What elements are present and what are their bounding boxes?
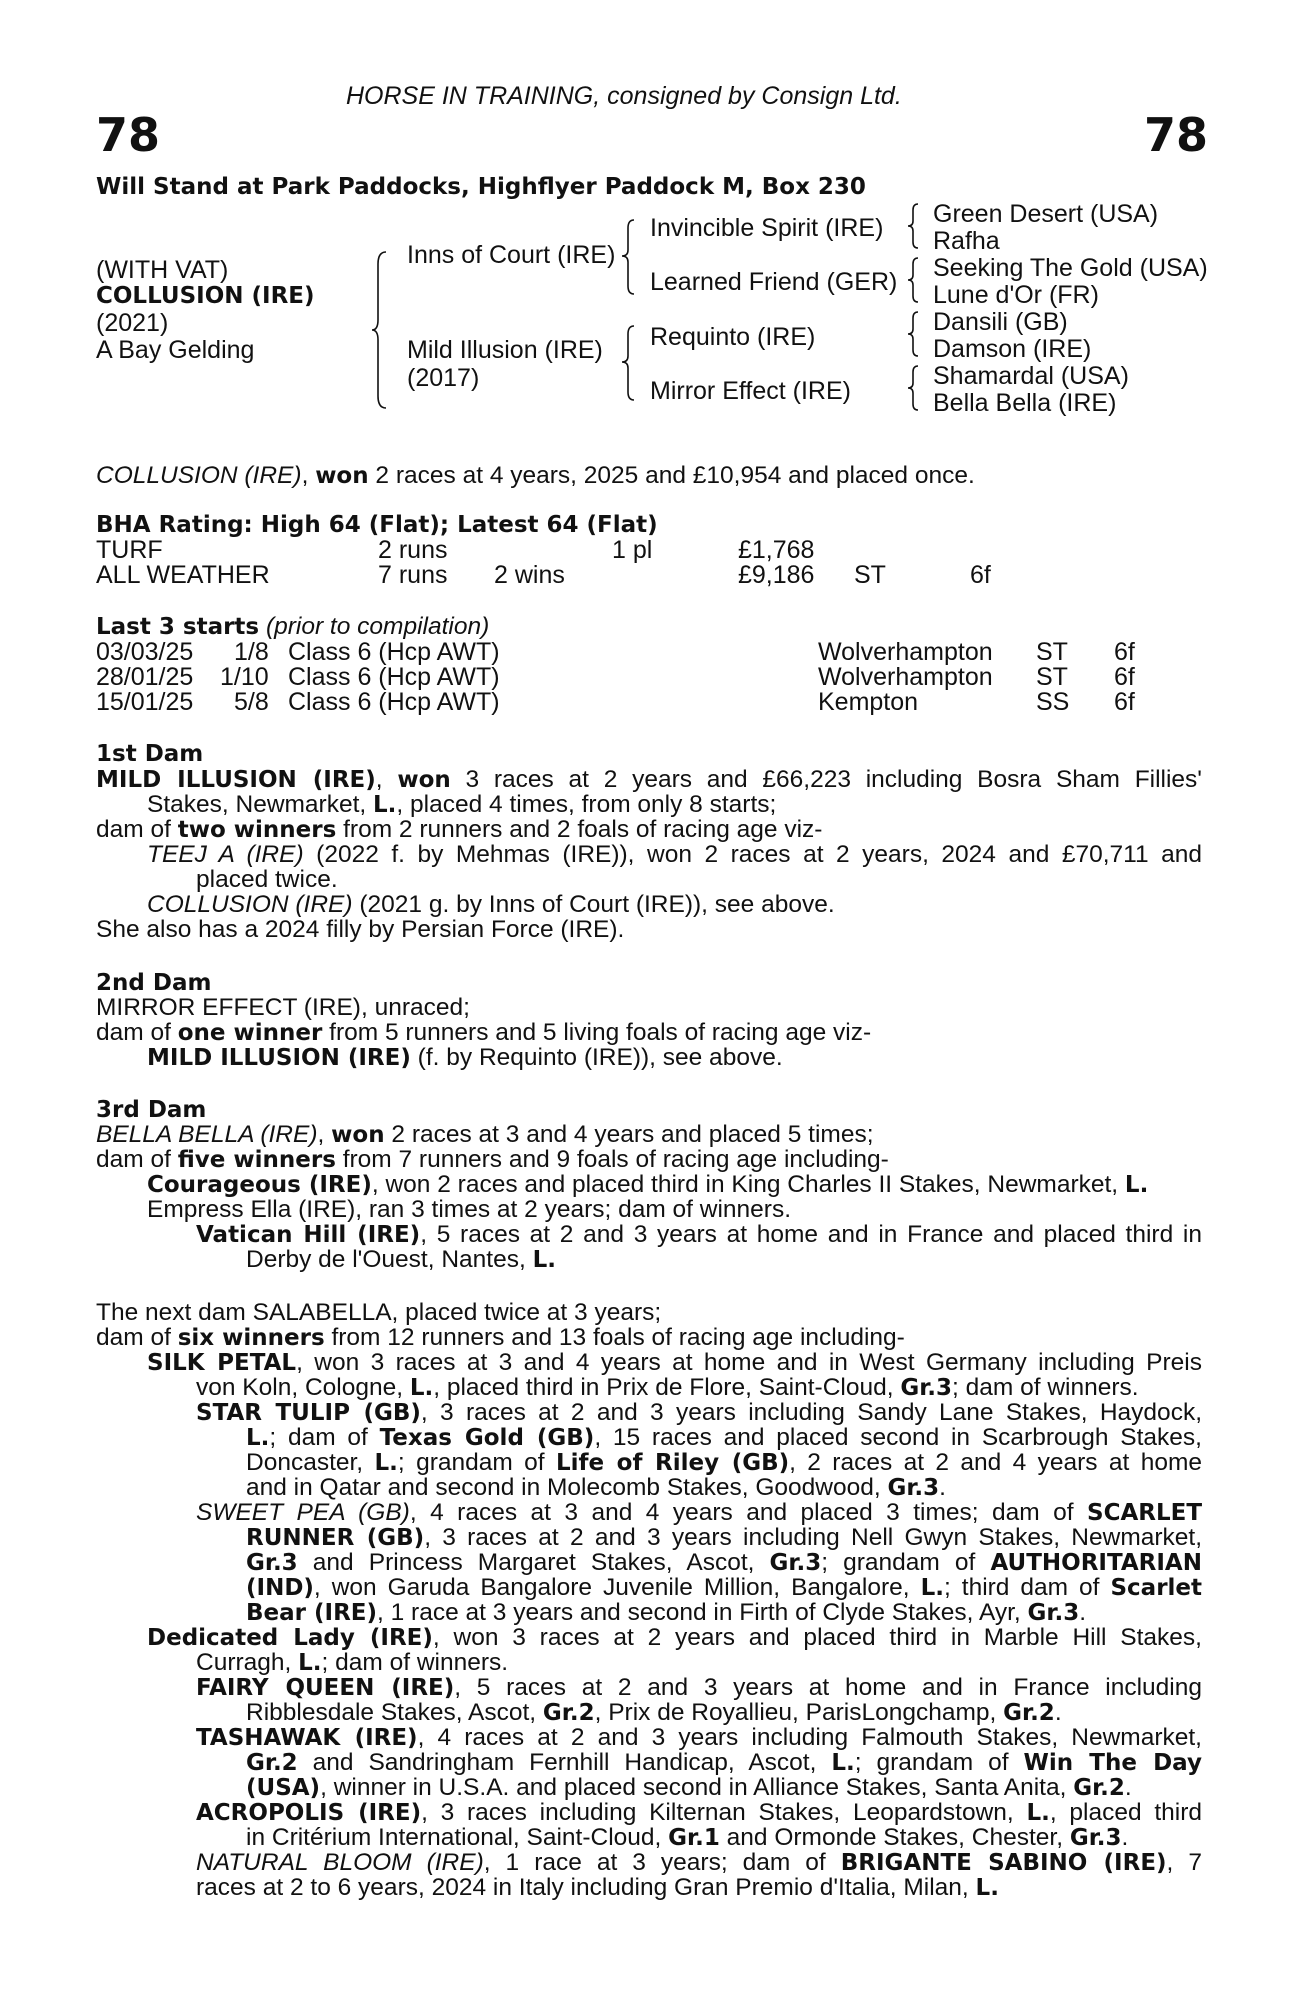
listed-mark: L.: [298, 1650, 322, 1676]
winners-count: two winners: [177, 817, 337, 843]
start-distance: 6f: [1114, 663, 1135, 691]
acropolis-line1: [196, 1800, 1202, 1826]
text: (2021 g. by Inns of Court (IRE)), see above.: [352, 891, 835, 918]
text: .: [1124, 1774, 1132, 1801]
pedigree-sdd: Lune d'Or (FR): [933, 281, 1099, 309]
progeny-name: Scarlet: [1110, 1575, 1203, 1601]
text: , placed third in Prix de Flore, Saint-Cloud,: [433, 1374, 901, 1401]
sweet-pea-line2: [246, 1525, 1202, 1551]
first-dam-heading: 1st Dam: [96, 741, 204, 767]
text: and Sandringham Fernhill Handicap, Ascot,: [297, 1749, 832, 1776]
star-tulip-line2: [246, 1425, 1202, 1451]
text: and in Qatar and second in Molecomb Stakes, Goodwood,: [246, 1474, 888, 1501]
progeny-name: NATURAL BLOOM (IRE): [196, 1849, 484, 1876]
winners-count: six winners: [177, 1325, 325, 1351]
pedigree-dam: Mild Illusion (IRE): [407, 336, 603, 364]
natural-bloom-line2: [196, 1875, 999, 1901]
start-class: Class 6 (Hcp AWT): [288, 638, 500, 666]
progeny-name: Life of Riley (GB): [555, 1450, 790, 1476]
text: and Ormonde Stakes, Chester,: [719, 1824, 1070, 1851]
first-dam-record: 3 races at 2 years and £66,223 including Bosra Sham Fillies': [450, 766, 1202, 793]
progeny-name: COLLUSION (IRE): [147, 891, 353, 918]
first-dam-line4: [147, 842, 1202, 867]
listed-mark: L.: [1026, 1800, 1050, 1826]
text: dam of: [96, 1146, 178, 1173]
group-mark: Gr.3: [1027, 1600, 1080, 1626]
listed-mark: L.: [246, 1425, 270, 1451]
progeny-name: RUNNER (GB): [246, 1525, 425, 1551]
pedigree-dds: Shamardal (USA): [933, 362, 1129, 390]
text: , 2 races at 2 and 4 years at home: [789, 1449, 1202, 1476]
group-mark: Gr.1: [668, 1825, 720, 1851]
second-dam-heading: 2nd Dam: [96, 970, 212, 996]
group-mark: Gr.2: [542, 1700, 595, 1726]
horse-name: COLLUSION (IRE): [96, 283, 315, 309]
text: , 7: [1166, 1849, 1202, 1876]
third-dam-line1: BELLA BELLA (IRE), won 2 races at 3 and 4 years and placed 5 times;: [96, 1121, 874, 1148]
progeny-name: Bear (IRE): [246, 1600, 378, 1626]
third-dam-line6: [246, 1247, 556, 1273]
group-mark: Gr.2: [1003, 1700, 1055, 1726]
rating-aw-wins: 2 wins: [494, 561, 565, 589]
next-dam-line2: [96, 1325, 905, 1351]
start-class: Class 6 (Hcp AWT): [288, 688, 500, 716]
text: ; dam of winners.: [952, 1374, 1139, 1401]
third-dam-heading: 3rd Dam: [96, 1097, 207, 1123]
star-tulip-line4: [246, 1475, 946, 1501]
text: , won 3 races at 2 years and placed third in Marble Hill Stakes,: [432, 1624, 1202, 1651]
start-course: Kempton: [818, 688, 919, 716]
text: , won 2 races and placed third in King Charles II Stakes, Newmarket,: [371, 1171, 1125, 1198]
text: .: [1054, 1699, 1062, 1726]
rating-turf-prize: £1,768: [738, 536, 815, 564]
progeny-name: ACROPOLIS (IRE): [196, 1800, 422, 1826]
second-dam-line2: [96, 1020, 871, 1046]
text: , won Garuda Bangalore Juvenile Million, Bangalore,: [313, 1574, 921, 1601]
pedigree-sire-dam: Learned Friend (GER): [650, 268, 898, 296]
sweet-pea-line4: [246, 1575, 1202, 1601]
text: Curragh,: [196, 1649, 299, 1676]
text: ; grandam of: [397, 1449, 556, 1476]
rating-turf-runs: 2 runs: [378, 536, 448, 564]
rating-aw-prize: £9,186: [738, 561, 815, 589]
text: , Prix de Royallieu, ParisLongchamp,: [594, 1699, 1004, 1726]
progeny-name: BRIGANTE SABINO (IRE): [840, 1850, 1167, 1876]
sweet-pea-line1: [196, 1500, 1202, 1526]
rating-turf-placed: 1 pl: [612, 536, 653, 564]
pedigree-dss: Dansili (GB): [933, 308, 1068, 336]
first-dam-line2: [147, 792, 776, 818]
summary-rest: 2 races at 4 years, 2025 and £10,954 and placed once.: [368, 462, 975, 489]
pedigree-dsd: Damson (IRE): [933, 335, 1092, 363]
text: ; dam of: [269, 1424, 380, 1451]
text: , 5 races at 2 and 3 years at home and in France including: [454, 1674, 1202, 1701]
third-dam-line2: [96, 1147, 889, 1173]
start-course: Wolverhampton: [818, 663, 993, 691]
winners-count: one winner: [177, 1020, 323, 1046]
start-going: SS: [1036, 688, 1070, 716]
page-header-title: HORSE IN TRAINING, consigned by Consign Ltd.: [346, 82, 902, 110]
dedicated-lady-line1: [147, 1625, 1202, 1651]
progeny-name: SCARLET: [1087, 1500, 1203, 1526]
pedigree-sds: Seeking The Gold (USA): [933, 254, 1208, 282]
text: ; dam of winners.: [321, 1649, 509, 1676]
progeny-name: TEEJ A (IRE): [147, 841, 304, 868]
text: , 1 race at 3 years and second in Firth of Clyde Stakes, Ayr,: [377, 1599, 1028, 1626]
progeny-name: SWEET PEA (GB): [196, 1499, 410, 1526]
text: dam of: [96, 1019, 178, 1046]
start-going: ST: [1036, 638, 1068, 666]
text: and Princess Margaret Stakes, Ascot,: [297, 1549, 770, 1576]
text: , placed 4 times, from only 8 starts;: [396, 791, 777, 818]
star-tulip-line3: [246, 1450, 1202, 1476]
first-dam-line5: placed twice.: [196, 866, 338, 893]
start-class: Class 6 (Hcp AWT): [288, 663, 500, 691]
summary-won: won: [315, 463, 369, 489]
group-mark: Gr.2: [1073, 1775, 1125, 1801]
starts-heading-line: [96, 614, 489, 640]
pedigree-brace-dam: [620, 324, 638, 404]
progeny-name: Win The Day: [1023, 1750, 1202, 1776]
pedigree-sire: Inns of Court (IRE): [407, 241, 616, 269]
start-position: 1/8: [234, 638, 269, 666]
text: from 12 runners and 13 foals of racing age including-: [324, 1324, 905, 1351]
first-dam-name: MILD ILLUSION (IRE): [96, 767, 376, 793]
listed-mark: L.: [975, 1875, 999, 1901]
text: , 3 races including Kilternan Stakes, Leopardstown,: [421, 1799, 1027, 1826]
start-date: 28/01/25: [96, 663, 194, 691]
progeny-name: SILK PETAL: [147, 1350, 297, 1376]
text: , 3 races at 2 and 3 years including Sandy Lane Stakes, Haydock,: [420, 1399, 1202, 1426]
natural-bloom-line1: [196, 1850, 1202, 1876]
text: , 15 races and placed second in Scarbrough Stakes,: [594, 1424, 1202, 1451]
start-distance: 6f: [1114, 688, 1135, 716]
sweet-pea-line5: [246, 1600, 1086, 1626]
pedigree-brace-ss: [906, 202, 922, 252]
text: (2022 f. by Mehmas (IRE)), won 2 races at 2 years, 2024 and £70,711 and: [303, 841, 1202, 868]
progeny-name: (IND): [246, 1575, 314, 1601]
text: from 5 runners and 5 living foals of racing age viz-: [322, 1019, 872, 1046]
next-dam-line1: The next dam SALABELLA, placed twice at 3 years;: [96, 1299, 662, 1326]
won: won: [331, 1122, 385, 1148]
silk-petal-line2: [196, 1375, 1139, 1401]
text: .: [939, 1474, 946, 1501]
dam-name: BELLA BELLA (IRE): [96, 1121, 318, 1148]
listed-mark: L.: [532, 1247, 556, 1273]
group-mark: Gr.3: [769, 1550, 822, 1576]
pedigree-brace-dd: [906, 364, 922, 414]
silk-petal-line1: [147, 1350, 1202, 1376]
pedigree-brace-ds: [906, 310, 922, 360]
text: Stakes, Newmarket,: [147, 791, 374, 818]
progeny-name: Courageous (IRE): [147, 1172, 372, 1198]
pedigree-brace-sire: [620, 218, 638, 298]
text: ; grandam of: [821, 1549, 991, 1576]
sweet-pea-line3: [246, 1550, 1202, 1576]
fairy-queen-line1: [196, 1675, 1202, 1701]
text: , 4 races at 3 and 4 years and placed 3 times; dam of: [409, 1499, 1087, 1526]
progeny-name: (USA): [246, 1775, 321, 1801]
horse-year: (2021): [96, 309, 169, 337]
rating-aw-distance: 6f: [970, 561, 991, 589]
pedigree-brace-main: [370, 250, 390, 410]
text: , winner in U.S.A. and placed second in Alliance Stakes, Santa Anita,: [320, 1774, 1074, 1801]
progeny-name: Vatican Hill (IRE): [196, 1222, 421, 1248]
progeny-name: MILD ILLUSION (IRE): [147, 1045, 411, 1071]
third-dam-line5: [196, 1222, 1202, 1248]
listed-mark: L.: [373, 792, 397, 818]
third-dam-line4: Empress Ella (IRE), ran 3 times at 2 years; dam of winners.: [147, 1196, 792, 1223]
progeny-name: AUTHORITARIAN: [990, 1550, 1202, 1576]
acropolis-line2: [246, 1825, 1128, 1851]
pedigree-dam-sire: Requinto (IRE): [650, 323, 816, 351]
group-mark: Gr.3: [900, 1375, 953, 1401]
start-date: 03/03/25: [96, 638, 194, 666]
pedigree-brace-sd: [906, 256, 922, 306]
tashawak-line1: [196, 1725, 1202, 1751]
text: (f. by Requinto (IRE)), see above.: [410, 1044, 783, 1071]
rating-heading: BHA Rating: High 64 (Flat); Latest 64 (Flat): [96, 512, 658, 538]
start-position: 5/8: [234, 688, 269, 716]
start-position: 1/10: [220, 663, 269, 691]
text: from 2 runners and 2 foals of racing age viz-: [336, 816, 823, 843]
winners-count: five winners: [177, 1147, 336, 1173]
stand-location: Will Stand at Park Paddocks, Highflyer Paddock M, Box 230: [96, 174, 866, 200]
text: races at 2 to 6 years, 2024 in Italy including Gran Premio d'Italia, Milan,: [196, 1874, 976, 1901]
progeny-name: Dedicated Lady (IRE): [147, 1625, 433, 1651]
text: Doncaster,: [246, 1449, 375, 1476]
first-dam-line3: [96, 817, 822, 843]
group-mark: Gr.3: [887, 1475, 940, 1501]
progeny-name: TASHAWAK (IRE): [196, 1725, 418, 1751]
text: .: [1079, 1599, 1087, 1626]
listed-mark: L.: [1124, 1172, 1149, 1198]
tashawak-line2: [246, 1750, 1202, 1776]
first-dam-won: won: [397, 767, 451, 793]
text: von Koln, Cologne,: [196, 1374, 410, 1401]
starts-heading: Last 3 starts: [96, 614, 260, 640]
first-dam-line7: She also has a 2024 filly by Persian Force (IRE).: [96, 916, 625, 943]
text: , 1 race at 3 years; dam of: [483, 1849, 841, 1876]
start-date: 15/01/25: [96, 688, 194, 716]
lot-number-left: 78: [96, 108, 161, 162]
progeny-name: FAIRY QUEEN (IRE): [196, 1675, 455, 1701]
listed-mark: L.: [920, 1575, 944, 1601]
start-course: Wolverhampton: [818, 638, 993, 666]
progeny-name: Texas Gold (GB): [379, 1425, 595, 1451]
pedigree-dam-year: (2017): [407, 364, 480, 392]
rating-turf-surface: TURF: [96, 536, 163, 564]
text: , 4 races at 2 and 3 years including Falmouth Stakes, Newmarket,: [417, 1724, 1202, 1751]
pedigree-sire-sire: Invincible Spirit (IRE): [650, 214, 884, 242]
starts-note: (prior to compilation): [265, 613, 490, 640]
text: , placed third: [1049, 1799, 1203, 1826]
rating-aw-runs: 7 runs: [378, 561, 448, 589]
pedigree-ddd: Bella Bella (IRE): [933, 389, 1117, 417]
lot-number-right: 78: [1144, 108, 1209, 162]
text: ; third dam of: [943, 1574, 1111, 1601]
progeny-name: STAR TULIP (GB): [196, 1400, 421, 1426]
text: from 7 runners and 9 foals of racing age including-: [335, 1146, 889, 1173]
group-mark: Gr.3: [246, 1550, 298, 1576]
star-tulip-line1: [196, 1400, 1202, 1426]
rating-aw-surface: ALL WEATHER: [96, 561, 270, 589]
text: Ribblesdale Stakes, Ascot,: [246, 1699, 543, 1726]
text: , 5 races at 2 and 3 years at home and in France and placed third in: [420, 1221, 1202, 1248]
text: , won 3 races at 3 and 4 years at home and in West Germany including Preis: [296, 1349, 1202, 1376]
group-mark: Gr.2: [246, 1750, 298, 1776]
summary-name: COLLUSION (IRE): [96, 462, 302, 489]
horse-summary: COLLUSION (IRE), won 2 races at 4 years, 2025 and £10,954 and placed once.: [96, 462, 975, 489]
first-dam-line1: MILD ILLUSION (IRE), won 3 races at 2 years and £66,223 including Bosra Sham Fillies': [96, 766, 1202, 793]
text: dam of: [96, 1324, 178, 1351]
text: ; grandam of: [854, 1749, 1024, 1776]
dedicated-lady-line2: [196, 1650, 508, 1676]
text: Derby de l'Ouest, Nantes,: [246, 1246, 533, 1273]
start-distance: 6f: [1114, 638, 1135, 666]
third-dam-line3: [147, 1172, 1148, 1198]
start-going: ST: [1036, 663, 1068, 691]
first-dam-line6: [147, 892, 835, 917]
listed-mark: L.: [374, 1450, 398, 1476]
second-dam-line3: [147, 1045, 783, 1071]
text: dam of: [96, 816, 178, 843]
text: in Critérium International, Saint-Cloud,: [246, 1824, 669, 1851]
vat-note: (WITH VAT): [96, 256, 229, 284]
horse-description: A Bay Gelding: [96, 336, 255, 364]
pedigree-dam-dam: Mirror Effect (IRE): [650, 377, 851, 405]
group-mark: Gr.3: [1069, 1825, 1122, 1851]
second-dam-line1: MIRROR EFFECT (IRE), unraced;: [96, 994, 470, 1021]
rating-aw-going: ST: [854, 561, 886, 589]
pedigree-sss: Green Desert (USA): [933, 200, 1159, 228]
pedigree-ssd: Rafha: [933, 227, 1000, 255]
tashawak-line3: [246, 1775, 1132, 1801]
fairy-queen-line2: [246, 1700, 1062, 1726]
listed-mark: L.: [409, 1375, 434, 1401]
text: , 3 races at 2 and 3 years including Nell Gwyn Stakes, Newmarket,: [424, 1524, 1203, 1551]
listed-mark: L.: [831, 1750, 855, 1776]
text: 2 races at 3 and 4 years and placed 5 times;: [384, 1121, 874, 1148]
text: .: [1121, 1824, 1129, 1851]
